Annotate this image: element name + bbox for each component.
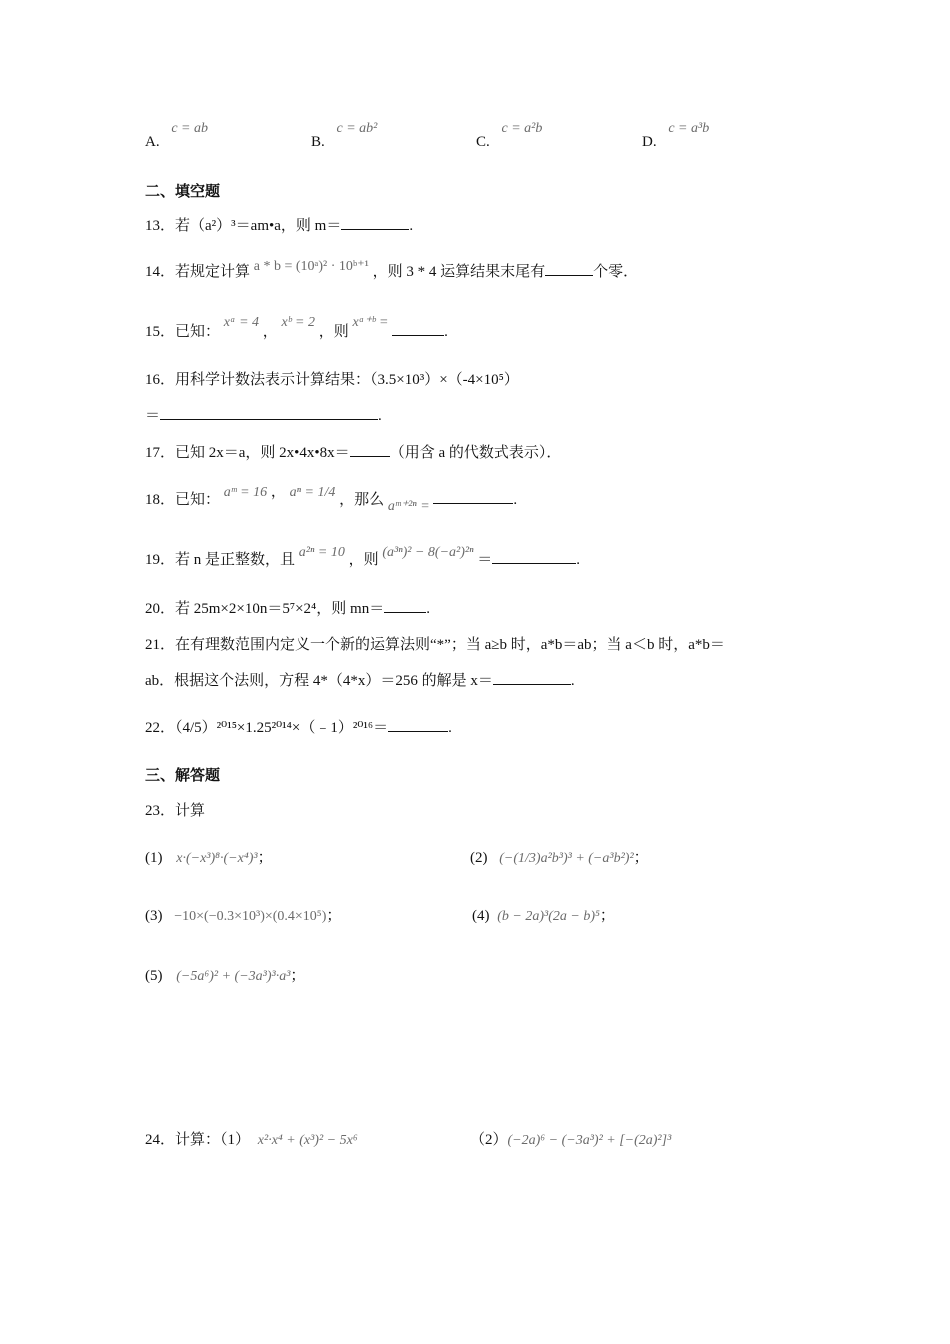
question-14 — [145, 260, 638, 281]
equals-sign: ＝ — [145, 408, 161, 424]
question-text: ab．根据这个法则，方程 4*（4*x）＝256 的解是 x＝ — [145, 673, 493, 689]
part-label: (4) — [472, 908, 490, 924]
math-expression: xᵃ⁺ᵇ = — [352, 315, 389, 330]
question-20: 20．若 25m×2×10n＝5⁷×2⁴，则 mn＝ . — [145, 597, 430, 618]
answer-blank — [384, 598, 426, 613]
question-number: 16． — [145, 372, 176, 388]
question-number: 24． — [145, 1132, 176, 1148]
question-18: 18．已知： aᵐ = 16 ， aⁿ = 1/4 ，那么 aᵐ⁺²ⁿ = . — [145, 484, 518, 514]
question-number: 20． — [145, 601, 176, 617]
question-number: 14． — [145, 264, 176, 280]
equals-sign: ＝ — [477, 552, 493, 568]
question-21 — [145, 633, 725, 654]
question-text: 用科学计数法表示计算结果：（3.5×10³）×（-4×10⁵） — [175, 372, 519, 388]
question-17 — [145, 441, 561, 462]
part-label: （1） — [220, 1132, 251, 1148]
separator: ； — [633, 850, 649, 866]
math-expression: x·(−x³)⁸·(−x⁴)³ — [176, 851, 258, 866]
question-title: 计算 — [175, 803, 206, 819]
question-text: （4/5）²⁰¹⁵×1.25²⁰¹⁴×（﹣1）²⁰¹⁶＝ — [175, 720, 389, 736]
part-label: (1) — [145, 850, 163, 866]
question-23 — [145, 799, 205, 820]
question-text: 已知： — [175, 324, 221, 340]
choice-letter: B. — [311, 134, 325, 150]
answer-blank — [433, 489, 513, 504]
question-15: 15．已知： xᵃ = 4 ， xᵇ = 2 ，则 xᵃ⁺ᵇ = . — [145, 315, 448, 340]
section-title-fill-blank: 二、填空题 — [145, 182, 221, 200]
question-title: 计算： — [175, 1132, 221, 1148]
choice-c — [476, 120, 543, 150]
math-expression: aᵐ = 16 — [223, 485, 268, 500]
choice-d — [642, 120, 710, 150]
question-number: 15． — [145, 324, 176, 340]
math-expression: (b − 2a)³(2a − b)⁵ — [497, 909, 600, 924]
answer-blank — [392, 321, 444, 336]
question-text: ，那么 — [339, 492, 385, 508]
question-number: 22． — [145, 720, 176, 736]
question-24 — [145, 1128, 358, 1149]
q23-part-3 — [145, 904, 341, 925]
separator: ； — [599, 908, 615, 924]
part-label: （2） — [470, 1132, 508, 1148]
question-21-line2: ab．根据这个法则，方程 4*（4*x）＝256 的解是 x＝ . — [145, 669, 575, 690]
question-number: 17． — [145, 445, 176, 461]
question-text: 已知： — [175, 492, 221, 508]
answer-blank — [545, 261, 593, 276]
choice-letter: C. — [476, 134, 490, 150]
q23-part-4 — [472, 904, 615, 925]
answer-blank — [350, 442, 390, 457]
math-expression: xᵃ = 4 — [223, 315, 260, 330]
math-expression: x²·x⁴ + (x³)² − 5x⁶ — [257, 1133, 358, 1148]
choice-letter: D. — [642, 134, 657, 150]
q23-part-5 — [145, 964, 305, 985]
question-text-tail: （用含 a 的代数式表示）． — [389, 445, 562, 461]
separator: ； — [257, 850, 273, 866]
part-label: (5) — [145, 968, 163, 984]
answer-blank — [492, 549, 576, 564]
question-text-tail: 个零． — [593, 264, 639, 280]
question-16-answer-line: ＝ . — [145, 404, 382, 425]
q24-part-2 — [470, 1128, 671, 1149]
separator: ； — [326, 908, 342, 924]
math-expression: (a³ⁿ)² − 8(−a²)²ⁿ — [382, 545, 474, 560]
answer-blank — [160, 405, 378, 420]
question-text: 在有理数范围内定义一个新的运算法则“*”；当 a≥b 时，a*b＝ab；当 a＜b 时，a*b＝ — [175, 637, 725, 653]
math-expression: xᵇ = 2 — [281, 315, 315, 330]
question-13: 13．若（a²）³＝am•a，则 m＝ . — [145, 214, 413, 235]
question-text: ，则 — [348, 552, 379, 568]
choice-b — [311, 120, 378, 150]
math-expression: aⁿ = 1/4 — [289, 485, 336, 500]
question-text: 若 25m×2×10n＝5⁷×2⁴，则 mn＝ — [175, 601, 385, 617]
math-expression: aᵐ⁺²ⁿ = — [387, 499, 430, 514]
choice-expr: c = ab — [171, 121, 209, 136]
math-expression: a * b = (10ᵃ)² · 10ᵇ⁺¹ — [253, 259, 369, 274]
question-number: 18． — [145, 492, 176, 508]
question-text: 若规定计算 — [175, 264, 251, 280]
question-text: 已知 2x＝a，则 2x•4x•8x＝ — [175, 445, 350, 461]
question-number: 13． — [145, 218, 176, 234]
choice-expr: c = a³b — [668, 121, 710, 136]
part-label: (2) — [470, 850, 488, 866]
question-16 — [145, 368, 519, 389]
choice-expr: c = ab² — [336, 121, 378, 136]
choice-a — [145, 120, 209, 150]
q23-part-1 — [145, 846, 273, 867]
math-expression: a²ⁿ = 10 — [298, 545, 345, 560]
question-number: 19． — [145, 552, 176, 568]
question-text: ，则 — [318, 324, 349, 340]
math-expression: (−5a⁶)² + (−3a³)³·a³ — [176, 969, 291, 984]
question-text: ，则 3 * 4 运算结果末尾有 — [372, 264, 546, 280]
answer-blank — [493, 670, 571, 685]
question-text: 若（a²）³＝am•a，则 m＝ — [175, 218, 342, 234]
math-expression: (−(1/3)a²b³)³ + (−a³b²)² — [499, 851, 634, 866]
choice-expr: c = a²b — [501, 121, 543, 136]
q23-part-2 — [470, 846, 649, 867]
part-label: (3) — [145, 908, 163, 924]
question-number: 21． — [145, 637, 176, 653]
choice-letter: A. — [145, 134, 160, 150]
question-number: 23． — [145, 803, 176, 819]
question-text: 若 n 是正整数，且 — [175, 552, 296, 568]
section-title-answer: 三、解答题 — [145, 766, 221, 784]
math-expression: −10×(−0.3×10³)×(0.4×10⁵) — [174, 909, 327, 924]
answer-blank — [341, 215, 409, 230]
question-19: 19．若 n 是正整数，且 a²ⁿ = 10 ，则 (a³ⁿ)² − 8(−a²)²ⁿ ＝ . — [145, 545, 581, 568]
separator: ； — [290, 968, 306, 984]
question-22: 22．（4/5）²⁰¹⁵×1.25²⁰¹⁴×（﹣1）²⁰¹⁶＝ . — [145, 716, 452, 737]
answer-blank — [388, 717, 448, 732]
math-expression: (−2a)⁶ − (−3a³)² + [−(2a)²]³ — [507, 1133, 672, 1148]
